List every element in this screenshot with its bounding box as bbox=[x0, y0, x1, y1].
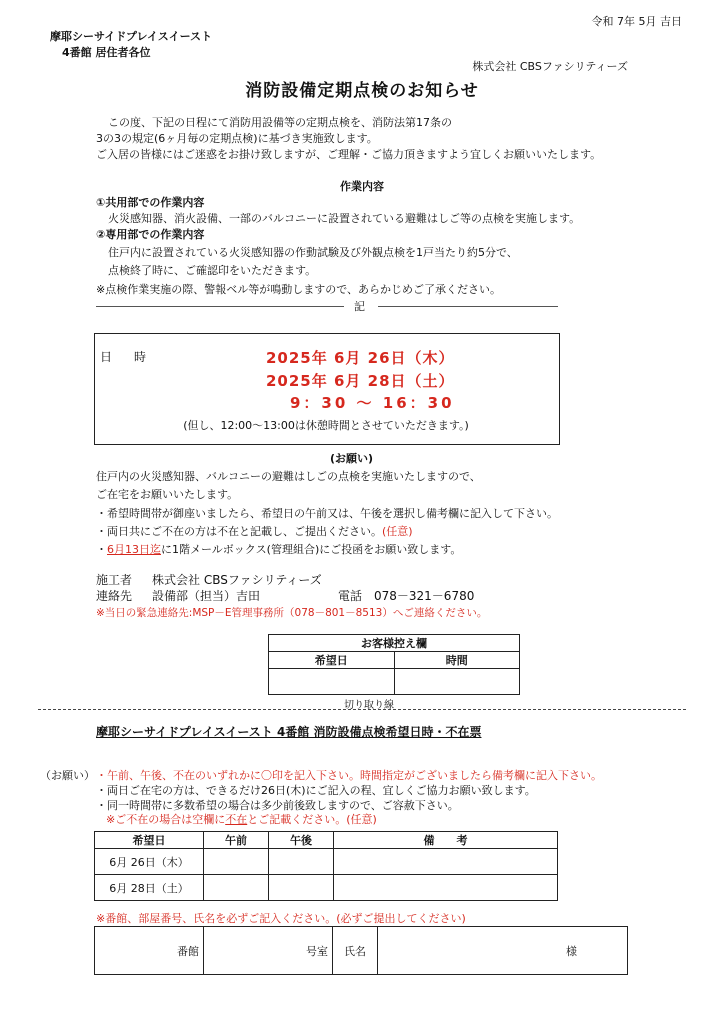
cut-line-label: 切り取り線 bbox=[344, 700, 394, 711]
pref-row-26-pm[interactable] bbox=[269, 849, 334, 875]
form-title: 摩耶シーサイドプレイスイースト 4番館 消防設備点検希望日時・不在票 bbox=[96, 725, 482, 739]
id-note: ※番館、部屋番号、氏名を必ずご記入ください。(必ずご提出してください) bbox=[96, 912, 466, 925]
name-input-cell[interactable] bbox=[378, 927, 628, 975]
sama-label: 様 bbox=[566, 944, 577, 958]
pref-row-date-26: 6月 26日（木） bbox=[95, 849, 204, 875]
request-line5 bbox=[96, 541, 461, 557]
request-line3: ・希望時間帯が御座いましたら、希望日の午前又は、午後を選択し備考欄に記入して下さい。 bbox=[96, 507, 558, 520]
alarm-note: ※点検作業実施の際、警報ベル等が鳴動しますので、あらかじめご了承ください。 bbox=[96, 283, 501, 296]
form-request-label: （お願い） bbox=[40, 769, 95, 782]
preference-table bbox=[94, 831, 558, 901]
divider-right bbox=[378, 306, 558, 307]
name-label-cell: 氏名 bbox=[333, 927, 378, 975]
pref-header-remarks: 備 考 bbox=[334, 832, 558, 849]
form-line4-absent: 不在 bbox=[225, 813, 248, 826]
request-line4-optional: (任意) bbox=[382, 525, 413, 538]
contractor-label: 施工者 bbox=[96, 573, 133, 587]
request-deadline: 6月13日迄 bbox=[107, 543, 161, 556]
request-line4 bbox=[96, 523, 413, 539]
addressee-line1: 摩耶シーサイドプレイスイースト bbox=[50, 30, 213, 43]
phone-label: 電話 bbox=[338, 589, 363, 603]
phone-number: 078－321－6780 bbox=[374, 589, 475, 603]
schedule-time: 9：30 ～ 16：30 bbox=[290, 394, 455, 412]
schedule-label-time: 時 bbox=[134, 350, 147, 364]
sender-company: 株式会社 CBSファシリティーズ bbox=[472, 60, 628, 73]
schedule-label-day: 日 bbox=[100, 350, 113, 364]
intro-line3: ご入居の皆様にはご迷惑をお掛け致しますが、ご理解・ご協力頂きますよう宜しくお願いいたします。 bbox=[96, 148, 602, 161]
pref-row-28-pm[interactable] bbox=[269, 875, 334, 901]
request-line5-text: に1階メールボックス(管理組合)にご投函をお願い致します。 bbox=[161, 543, 462, 556]
schedule-date-1: 2025年 6月 26日（木） bbox=[266, 349, 455, 367]
request-line5-dot: ・ bbox=[96, 543, 107, 556]
room-number-cell[interactable] bbox=[204, 927, 333, 975]
pref-header-date: 希望日 bbox=[95, 832, 204, 849]
room-number-label: 号室 bbox=[306, 944, 328, 958]
schedule-break-note: (但し、12:00～13:00は休憩時間とさせていただきます。) bbox=[183, 419, 469, 432]
issue-date: 令和 7年 5月 吉日 bbox=[591, 15, 682, 28]
form-line1: ・午前、午後、不在のいずれかに〇印を記入下さい。時間指定がございましたら備考欄に記入下さい。 bbox=[96, 769, 602, 782]
customer-copy-time-header: 時間 bbox=[394, 652, 520, 669]
request-line4-text: ・両日共にご不在の方は不在と記載し、ご提出ください。 bbox=[96, 525, 382, 538]
pref-row-date-28: 6月 28日（土） bbox=[95, 875, 204, 901]
customer-copy-table bbox=[268, 634, 520, 695]
intro-line2: 3の3の規定(6ヶ月毎の定期点検)に基づき実施致します。 bbox=[96, 132, 378, 145]
emergency-contact: ※当日の緊急連絡先:MSP－E管理事務所（078－801－8513）へご連絡ください。 bbox=[96, 607, 488, 619]
request-line1: 住戸内の火災感知器、バルコニーの避難はしごの点検を実施いたしますので、 bbox=[96, 470, 481, 483]
pref-header-am: 午前 bbox=[204, 832, 269, 849]
customer-copy-time-cell[interactable] bbox=[394, 669, 520, 695]
pref-row-26-am[interactable] bbox=[204, 849, 269, 875]
customer-copy-date-header: 希望日 bbox=[269, 652, 395, 669]
page-title: 消防設備定期点検のお知らせ bbox=[245, 81, 479, 101]
schedule-date-2: 2025年 6月 28日（土） bbox=[266, 372, 455, 390]
pref-header-pm: 午後 bbox=[269, 832, 334, 849]
form-line4 bbox=[106, 811, 377, 827]
private-area-body1: 住戸内に設置されている火災感知器の作動試験及び外観点検を1戸当たり約5分で、 bbox=[108, 246, 518, 259]
private-area-body2: 点検終了時に、ご確認印をいただきます。 bbox=[108, 264, 317, 277]
pref-row-28-am[interactable] bbox=[204, 875, 269, 901]
ki-mark: 記 bbox=[354, 300, 365, 313]
resident-id-table bbox=[94, 926, 628, 975]
form-line4-c: とご記載ください。(任意) bbox=[247, 813, 377, 826]
form-line2: ・両日ご在宅の方は、できるだけ26日(木)にご記入の程、宜しくご協力お願い致します。 bbox=[96, 784, 536, 797]
divider-left bbox=[96, 306, 344, 307]
contractor-company: 株式会社 CBSファシリティーズ bbox=[152, 573, 322, 587]
common-area-heading: ①共用部での作業内容 bbox=[96, 196, 205, 209]
cut-line bbox=[38, 709, 686, 710]
addressee-line2: 4番館 居住者各位 bbox=[62, 46, 151, 59]
form-line3: ・同一時間帯に多数希望の場合は多少前後致しますので、ご容赦下さい。 bbox=[96, 799, 459, 812]
customer-copy-date-cell[interactable] bbox=[269, 669, 395, 695]
form-line4-a: ※ご不在の場合は空欄に bbox=[106, 813, 226, 826]
work-heading: 作業内容 bbox=[340, 180, 384, 193]
pref-row-28-remarks[interactable] bbox=[334, 875, 558, 901]
request-line2: ご在宅をお願いいたします。 bbox=[96, 488, 239, 501]
pref-row-26-remarks[interactable] bbox=[334, 849, 558, 875]
request-heading: (お願い) bbox=[330, 452, 374, 465]
building-number-cell[interactable] bbox=[95, 927, 204, 975]
intro-line1: この度、下記の日程にて消防用設備等の定期点検を、消防法第17条の bbox=[108, 116, 452, 129]
contact-dept: 設備部（担当）吉田 bbox=[152, 589, 261, 603]
contact-label: 連絡先 bbox=[96, 589, 133, 603]
common-area-body: 火災感知器、消火設備、一部のバルコニーに設置されている避難はしご等の点検を実施します。 bbox=[108, 212, 581, 225]
building-number-label: 番館 bbox=[177, 944, 199, 958]
private-area-heading: ②専用部での作業内容 bbox=[96, 228, 205, 241]
customer-copy-title: お客様控え欄 bbox=[269, 635, 520, 652]
